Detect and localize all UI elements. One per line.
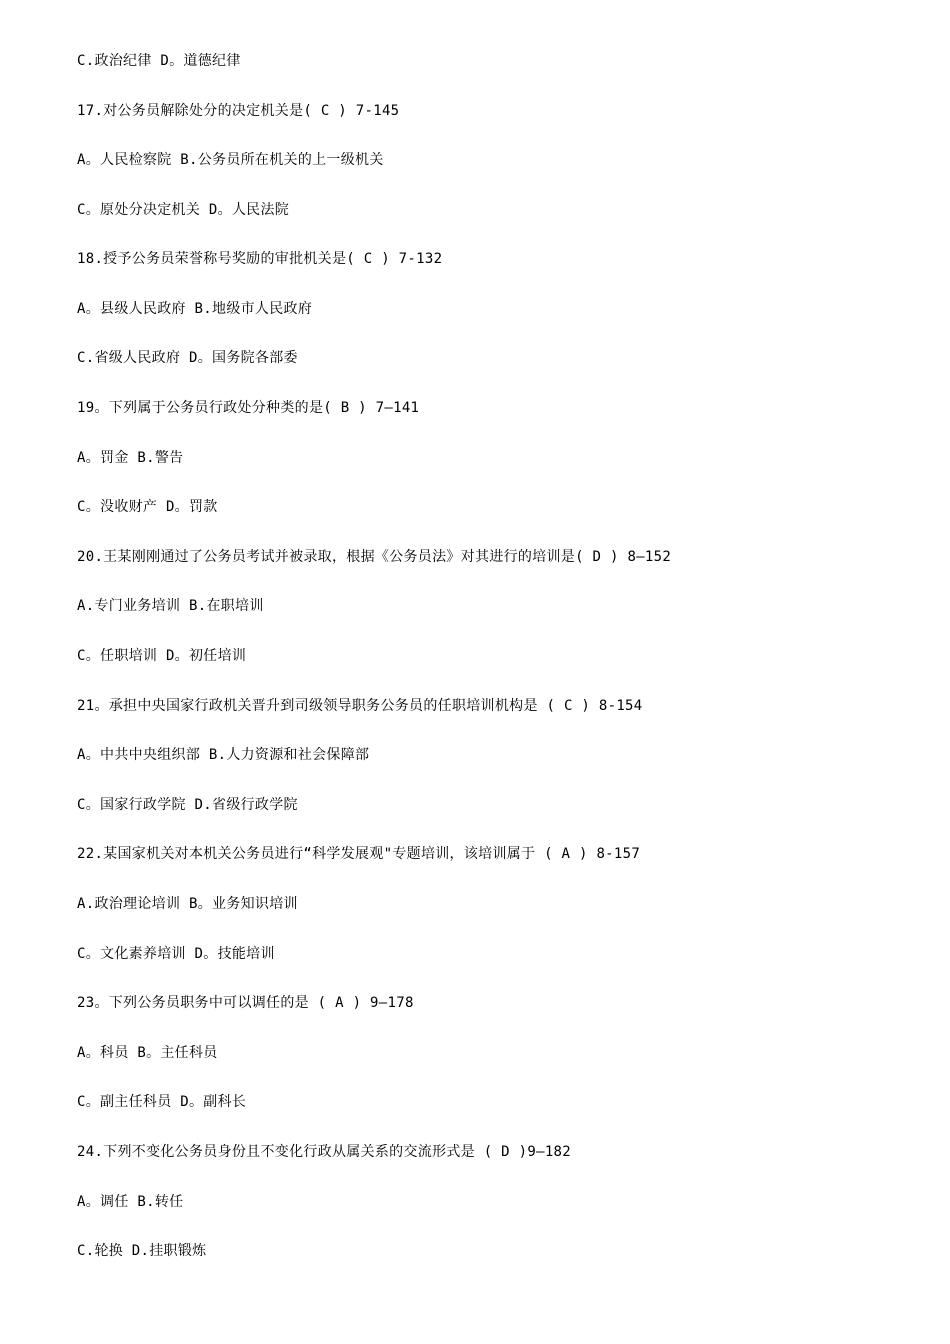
answer-options: A。中共中央组织部 B.人力资源和社会保障部 — [77, 747, 370, 763]
text-line: C.政治纪律 D。道德纪律 — [77, 53, 241, 69]
question-21: 21。承担中央国家行政机关晋升到司级领导职务公务员的任职培训机构是 ( C ) 8-154 — [77, 698, 643, 714]
answer-options: C.轮换 D.挂职锻炼 — [77, 1243, 207, 1259]
answer-options: C。文化素养培训 D。技能培训 — [77, 946, 275, 962]
answer-options: C。没收财产 D。罚款 — [77, 499, 218, 515]
question-22: 22.某国家机关对本机关公务员进行“科学发展观"专题培训，该培训属于 ( A ) 8-157 — [77, 846, 641, 862]
answer-options: A。人民检察院 B.公务员所在机关的上一级机关 — [77, 152, 384, 168]
answer-options: A.专门业务培训 B.在职培训 — [77, 598, 264, 614]
question-19: 19。下列属于公务员行政处分种类的是( B ) 7—141 — [77, 400, 420, 416]
answer-options: C。原处分决定机关 D。人民法院 — [77, 202, 290, 218]
question-18: 18.授予公务员荣誉称号奖励的审批机关是( C ) 7-132 — [77, 251, 443, 267]
answer-options: C。副主任科员 D。副科长 — [77, 1094, 247, 1110]
question-23: 23。下列公务员职务中可以调任的是 ( A ) 9—178 — [77, 995, 414, 1011]
answer-options: A.政治理论培训 B。业务知识培训 — [77, 896, 298, 912]
answer-options: A。罚金 B.警告 — [77, 450, 184, 466]
question-17: 17.对公务员解除处分的决定机关是( C ) 7-145 — [77, 103, 400, 119]
answer-options: C。任职培训 D。初任培训 — [77, 648, 247, 664]
answer-options: A。县级人民政府 B.地级市人民政府 — [77, 301, 313, 317]
answer-options: A。调任 B.转任 — [77, 1194, 184, 1210]
question-24: 24.下列不变化公务员身份且不变化行政从属关系的交流形式是 ( D )9—182 — [77, 1144, 571, 1160]
answer-options: A。科员 B。主任科员 — [77, 1045, 218, 1061]
answer-options: C。国家行政学院 D.省级行政学院 — [77, 797, 298, 813]
question-20: 20.王某刚刚通过了公务员考试并被录取，根据《公务员法》对其进行的培训是( D ) 8—152 — [77, 549, 672, 565]
answer-options: C.省级人民政府 D。国务院各部委 — [77, 350, 298, 366]
